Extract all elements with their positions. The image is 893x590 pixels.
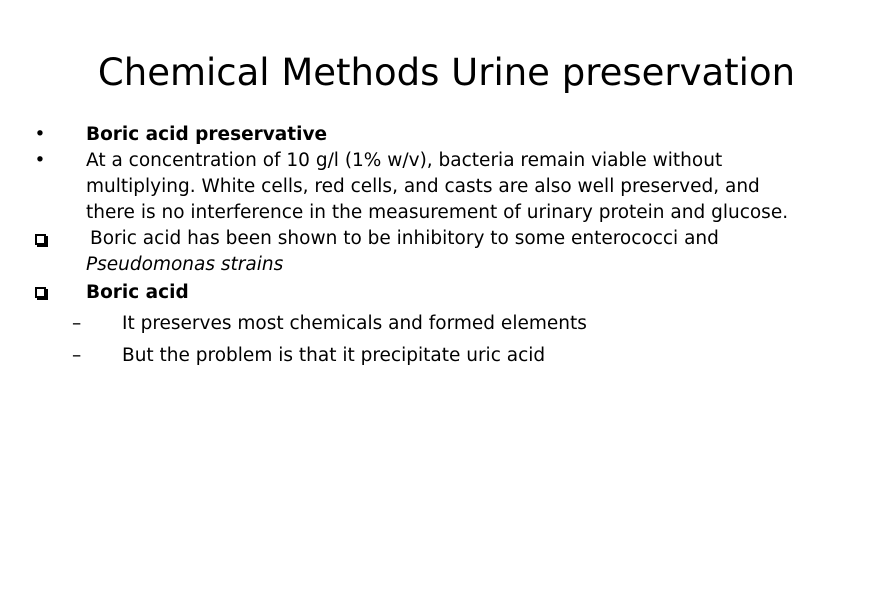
checkbox-square-icon [30, 226, 50, 253]
sub-bullet-text: It preserves most chemicals and formed elements [122, 313, 587, 334]
bullet-dot-icon: • [34, 124, 46, 145]
bullet-text-line: Pseudomonas strains [86, 254, 284, 275]
bullet-item [26, 226, 866, 278]
bullet-text-line: Boric acid has been shown to be inhibitory to some enterococci and [90, 228, 719, 249]
slide-title: Chemical Methods Urine preservation [97, 51, 796, 94]
bullet-text-line: multiplying. White cells, red cells, and casts are also well preserved, and [86, 176, 760, 197]
bullet-text-line: At a concentration of 10 g/l (1% w/v), bacteria remain viable without [86, 150, 723, 171]
bullet-list [26, 121, 866, 372]
bullet-item [26, 121, 866, 148]
sub-bullet-text: But the problem is that it precipitate uric acid [122, 345, 546, 366]
dash-icon: – [72, 345, 82, 366]
bullet-dot-icon: • [34, 150, 46, 171]
checkbox-square-icon [30, 278, 50, 308]
bullet-item [26, 278, 866, 308]
dash-icon: – [72, 313, 82, 334]
bullet-item [26, 148, 866, 226]
bullet-text-line: there is no interference in the measurement of urinary protein and glucose. [86, 202, 789, 223]
bullet-text: Boric acid preservative [86, 124, 328, 145]
sub-bullet-item [26, 340, 866, 372]
bullet-text: Boric acid [86, 282, 189, 303]
sub-bullet-item [26, 308, 866, 340]
